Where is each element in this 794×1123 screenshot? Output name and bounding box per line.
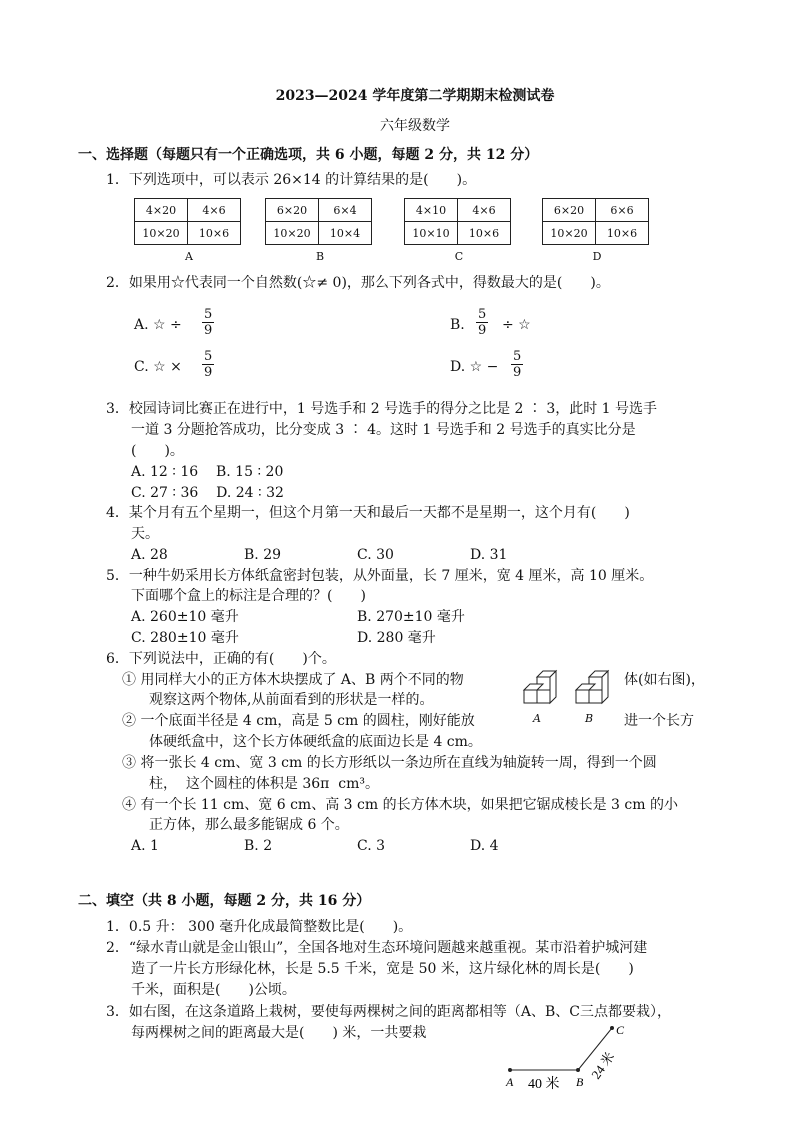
s2-q2-line2: 造了一片长方形绿化林，长是 5.5 千米，宽是 50 米，这片绿化林的周长是( ) <box>131 961 634 977</box>
grid-cell: 4×6 <box>188 199 241 222</box>
q5-option-a: A. 260±10 毫升 <box>131 609 239 625</box>
q6-statement2-a: ② 一个底面半径是 4 cm，高是 5 cm 的圆柱，刚好能放 <box>122 713 475 729</box>
q6-option-b: B. 2 <box>244 838 273 854</box>
grid-cell: 10×6 <box>188 222 241 245</box>
q6-statement4-b: 正方体，那么最多能锯成 6 个。 <box>149 817 349 833</box>
section1-heading: 一、选择题（每题只有一个正确选项，共 6 小题，每题 2 分，共 12 分） <box>78 147 539 163</box>
section2-heading: 二、填空（共 8 小题，每题 2 分，共 16 分） <box>78 893 371 909</box>
q2-option-c-prefix: C. ☆ × <box>134 359 182 375</box>
q3-line1: 3．校园诗词比赛正在进行中，1 号选手和 2 号选手的得分之比是 2 ∶ 3，此时 1 号选手 <box>106 401 658 417</box>
q2-text: 2．如果用☆代表同一个自然数(☆≠ 0)，那么下列各式中，得数最大的是( )。 <box>106 275 610 291</box>
s2-q2-line3: 千米，面积是( )公顷。 <box>131 982 296 998</box>
label-ab-length: 40 米 <box>528 1077 560 1092</box>
q1-text: 1．下列选项中，可以表示 26×14 的计算结果的是( )。 <box>106 172 477 188</box>
q6-statement1-a: ① 用同样大小的正方体木块摆成了 A、B 两个不同的物 <box>122 672 464 688</box>
q5-line1: 5．一种牛奶采用长方体纸盒密封包装，从外面量，长 7 厘米，宽 4 厘米，高 10 厘米。 <box>106 568 654 584</box>
q4-option-d: D. 31 <box>470 547 508 563</box>
q4-line2: 天。 <box>131 526 159 542</box>
label-a: A <box>506 1075 514 1089</box>
point-a <box>508 1068 512 1072</box>
fraction-numerator: 5 <box>204 307 213 322</box>
q5-option-b: B. 270±10 毫升 <box>357 609 465 625</box>
fraction-denominator: 9 <box>204 365 213 380</box>
q1-option-c-label: C <box>454 250 464 263</box>
grid-cell: 4×6 <box>458 199 511 222</box>
cube-figure-b-label: B <box>585 712 594 725</box>
grid-cell: 4×10 <box>405 199 458 222</box>
fraction-numerator: 5 <box>513 349 522 364</box>
fraction-numerator: 5 <box>204 349 213 364</box>
q6-option-a: A. 1 <box>131 838 159 854</box>
s2-q3-line2: 每两棵树之间的距离最大是( ) 米，一共要栽 <box>131 1025 427 1041</box>
cube-figure-a <box>522 664 568 708</box>
fraction-numerator: 5 <box>478 307 487 322</box>
q3-options-row2: C. 27 ∶ 36 D. 24 ∶ 32 <box>131 485 284 501</box>
q1-option-b-label: B <box>315 250 325 263</box>
point-c <box>610 1026 614 1030</box>
q6-statement2-b: 进一个长方 <box>624 713 694 729</box>
q2-option-b-suffix: ÷ ☆ <box>502 317 531 333</box>
q4-line1: 4．某个月有五个星期一，但这个月第一天和最后一天都不是星期一，这个月有( ) <box>106 505 630 521</box>
grid-cell: 10×4 <box>319 222 372 245</box>
grid-cell: 10×10 <box>405 222 458 245</box>
q2-option-c-fraction <box>202 349 214 380</box>
cube-figure-b <box>574 664 620 708</box>
q2-option-b-fraction <box>476 307 488 338</box>
q4-option-a: A. 28 <box>131 547 168 563</box>
label-b: B <box>576 1075 584 1089</box>
q1-option-c-grid <box>404 198 511 245</box>
q1-option-a-grid <box>134 198 241 245</box>
q1-option-a-label: A <box>185 250 193 263</box>
q6-line1: 6．下列说法中，正确的有( )个。 <box>106 651 336 667</box>
grid-cell: 6×20 <box>266 199 319 222</box>
q3-line3: ( )。 <box>131 443 184 459</box>
grid-cell: 6×20 <box>543 199 596 222</box>
q5-option-c: C. 280±10 毫升 <box>131 630 239 646</box>
q3-line2: 一道 3 分题抢答成功，比分变成 3 ∶ 4。这时 1 号选手和 2 号选手的真实比分是 <box>131 422 636 438</box>
cube-figure-a-label: A <box>533 712 541 725</box>
q6-statement1-b: 体(如右图)， <box>624 672 705 688</box>
grid-cell: 6×4 <box>319 199 372 222</box>
q6-statement1-c: 观察这两个物体,从前面看到的形状是一样的。 <box>149 692 434 708</box>
fraction-denominator: 9 <box>513 365 522 380</box>
q2-option-a-fraction <box>202 307 214 338</box>
q6-statement3-a: ③ 将一张长 4 cm、宽 3 cm 的长方形纸以一条边所在直线为轴旋转一周，得到一个圆 <box>122 755 657 771</box>
grid-cell: 10×20 <box>543 222 596 245</box>
label-c: C <box>616 1023 625 1037</box>
grid-cell: 10×20 <box>135 222 188 245</box>
q5-option-d: D. 280 毫升 <box>357 630 436 646</box>
q5-line2: 下面哪个盒上的标注是合理的？( ) <box>131 588 366 604</box>
q6-option-d: D. 4 <box>470 838 499 854</box>
road-diagram <box>500 1020 630 1100</box>
s2-q3-line1: 3．如右图，在这条道路上栽树，要使每两棵树之间的距离都相等（A、B、C三点都要栽）， <box>106 1004 672 1020</box>
s2-q2-line1: 2．“绿水青山就是金山银山”，全国各地对生态环境问题越来越重视。某市沿着护城河建 <box>106 940 648 956</box>
exam-title: 2023—2024 学年度第二学期期末检测试卷 <box>275 88 555 104</box>
q2-option-b-prefix: B. <box>450 317 465 333</box>
fraction-denominator: 9 <box>204 323 213 338</box>
s2-q1-text: 1．0.5 升： 300 毫升化成最简整数比是( )。 <box>106 919 413 935</box>
q2-option-d-prefix: D. ☆ − <box>450 359 499 375</box>
grid-cell: 10×6 <box>458 222 511 245</box>
q2-option-a-prefix: A. ☆ ÷ <box>134 317 182 333</box>
q3-options-row1: A. 12 ∶ 16 B. 15 ∶ 20 <box>131 464 284 480</box>
q6-statement4-a: ④ 有一个长 11 cm、宽 6 cm、高 3 cm 的长方体木块，如果把它锯成棱长是 3 cm 的小 <box>122 797 678 813</box>
q1-option-b-grid <box>265 198 372 245</box>
q1-option-d-grid <box>542 198 649 245</box>
fraction-denominator: 9 <box>478 323 487 338</box>
exam-subtitle: 六年级数学 <box>380 118 450 134</box>
q6-option-c: C. 3 <box>357 838 386 854</box>
grid-cell: 6×6 <box>596 199 649 222</box>
q6-statement2-c: 体硬纸盒中，这个长方体硬纸盒的底面边长是 4 cm。 <box>149 734 482 750</box>
q1-option-d-label: D <box>592 250 602 263</box>
grid-cell: 4×20 <box>135 199 188 222</box>
label-bc-length: 24 米 <box>588 1049 618 1082</box>
q6-statement3-b: 柱， 这个圆柱的体积是 36π cm³。 <box>149 776 379 792</box>
q2-option-d-fraction <box>511 349 523 380</box>
grid-cell: 10×20 <box>266 222 319 245</box>
q4-option-c: C. 30 <box>357 547 394 563</box>
grid-cell: 10×6 <box>596 222 649 245</box>
point-b <box>576 1068 580 1072</box>
q4-option-b: B. 29 <box>244 547 282 563</box>
